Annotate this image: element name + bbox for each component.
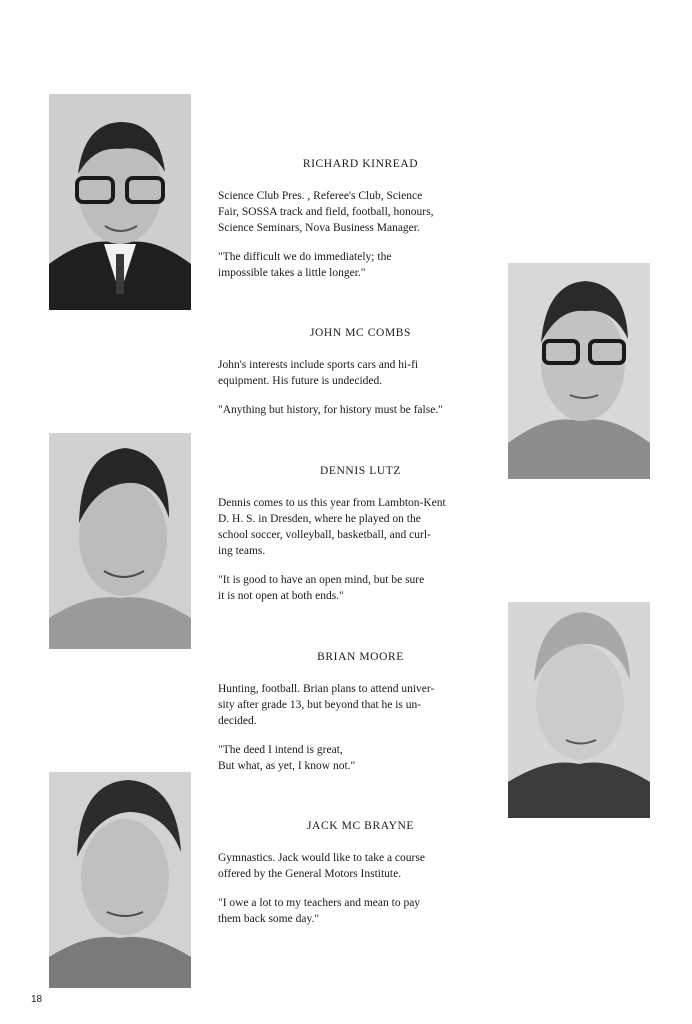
entry-jack-mc-brayne — [218, 819, 503, 927]
student-quote: "The difficult we do immediately; the impossible takes a little longer." — [218, 251, 392, 279]
portrait-brian-moore — [508, 602, 650, 818]
student-quote: "Anything but history, for history must be false." — [218, 404, 443, 416]
student-activities: Dennis comes to us this year from Lambton-Kent D. H. S. in Dresden, where he played on the school soccer, volleyball, basketball, and curl- ing teams. — [218, 497, 446, 557]
student-quote: "I owe a lot to my teachers and mean to pay them back some day." — [218, 897, 421, 925]
portrait-dennis-lutz — [49, 433, 191, 649]
portrait-richard-kinread — [49, 94, 191, 310]
entry-john-mc-combs — [218, 326, 503, 418]
portrait-john-mc-combs — [508, 263, 650, 479]
student-name: BRIAN MOORE — [317, 651, 404, 663]
entry-dennis-lutz — [218, 464, 503, 604]
student-activities: John's interests include sports cars and hi-fi equipment. His future is undecided. — [218, 359, 419, 387]
entry-richard-kinread — [218, 157, 503, 281]
student-name: DENNIS LUTZ — [319, 465, 402, 477]
student-quote: "It is good to have an open mind, but be sure it is not open at both ends." — [218, 574, 425, 602]
student-name: JACK MC BRAYNE — [306, 820, 415, 832]
portrait-jack-mc-brayne — [49, 772, 191, 988]
student-activities: Science Club Pres. , Referee's Club, Science Fair, SOSSA track and field, football, honours, Science Seminars, Nova Business Manager. — [218, 190, 434, 234]
page-number: 18 — [31, 994, 43, 1005]
student-quote: "The deed I intend is great, But what, as yet, I know not." — [218, 744, 356, 772]
entry-brian-moore — [218, 650, 503, 774]
student-activities: Gymnastics. Jack would like to take a course offered by the General Motors Institute. — [218, 852, 425, 880]
student-activities: Hunting, football. Brian plans to attend univer- sity after grade 13, but beyond that he is un- decided. — [218, 683, 435, 727]
student-name: RICHARD KINREAD — [302, 158, 419, 170]
student-name: JOHN MC COMBS — [309, 327, 412, 339]
